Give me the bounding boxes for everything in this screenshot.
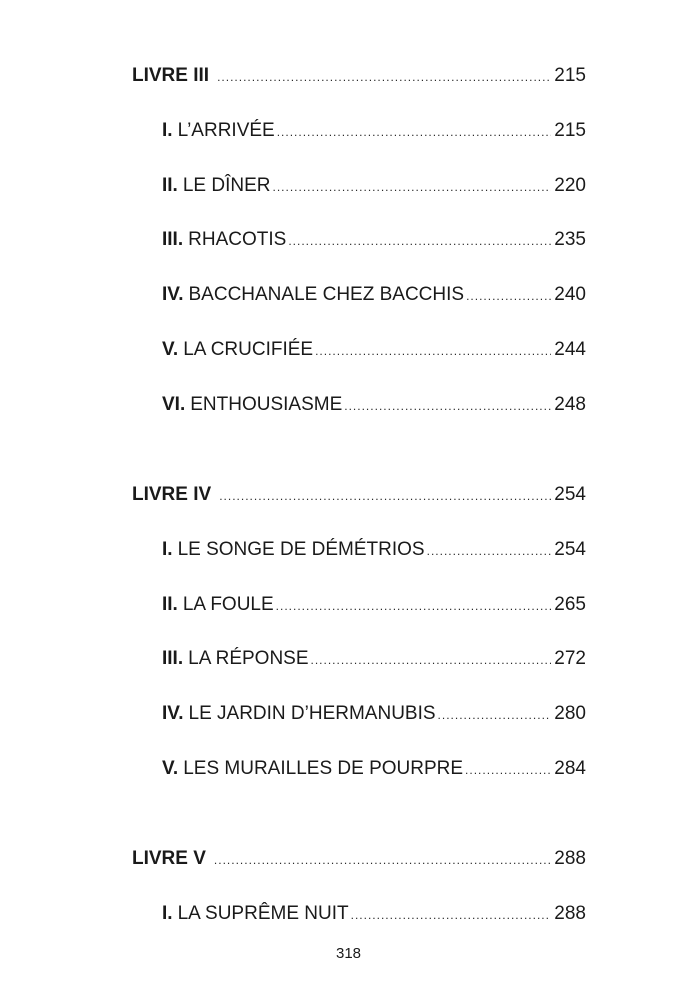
chapter-number: II. <box>162 594 178 615</box>
chapter-title: LES MURAILLES DE POURPRE <box>183 758 464 779</box>
dot-leader <box>427 539 552 563</box>
toc-entry-label <box>162 702 436 726</box>
page-number: 280 <box>554 703 586 724</box>
toc-entry-chapter <box>162 338 586 363</box>
toc-entry-label <box>132 847 212 871</box>
page-number: 244 <box>554 339 586 360</box>
toc-entry-chapter <box>162 902 586 927</box>
toc-entry-label <box>162 538 425 562</box>
page-number: 254 <box>554 539 586 560</box>
toc-entry-label <box>162 283 464 307</box>
dot-leader <box>288 229 551 253</box>
chapter-number: I. <box>162 903 173 924</box>
chapter-title: ENTHOUSIASME <box>190 394 343 415</box>
toc-entry-book <box>132 64 586 89</box>
toc-entry-label <box>132 483 217 507</box>
chapter-number: IV. <box>162 703 184 724</box>
dot-leader <box>276 594 552 618</box>
toc-entry-label <box>162 338 313 362</box>
page-folio: 318 <box>335 945 362 962</box>
dot-leader <box>214 848 551 872</box>
toc-entry-book <box>132 847 586 872</box>
toc-entry-chapter <box>162 647 586 672</box>
chapter-number: I. <box>162 120 173 141</box>
toc-entry-chapter <box>162 757 586 782</box>
toc-entry-chapter <box>162 393 586 418</box>
toc-entry-chapter <box>162 702 586 727</box>
toc-entry-chapter <box>162 283 586 308</box>
chapter-title: LE JARDIN D’HERMANUBIS <box>188 703 436 724</box>
chapter-number: V. <box>162 339 179 360</box>
page-number: 235 <box>554 229 586 250</box>
book-number: LIVRE IV <box>132 484 212 505</box>
page-number: 265 <box>554 594 586 615</box>
toc-entry-label <box>162 119 275 143</box>
page-number: 254 <box>554 484 586 505</box>
page-number: 272 <box>554 648 586 669</box>
chapter-number: III. <box>162 648 184 669</box>
dot-leader <box>351 903 552 927</box>
page-number: 248 <box>554 394 586 415</box>
toc-entry-book <box>132 483 586 508</box>
chapter-number: V. <box>162 758 179 779</box>
dot-leader <box>438 703 552 727</box>
dot-leader <box>277 120 552 144</box>
chapter-title: RHACOTIS <box>188 229 287 250</box>
dot-leader <box>217 65 551 89</box>
chapter-title: L’ARRIVÉE <box>177 120 275 141</box>
toc-entry-label <box>162 757 463 781</box>
dot-leader <box>465 758 551 782</box>
page-number: 284 <box>554 758 586 779</box>
chapter-title: BACCHANALE CHEZ BACCHIS <box>188 284 465 305</box>
chapter-title: LA RÉPONSE <box>188 648 309 669</box>
chapter-title: LA FOULE <box>182 594 274 615</box>
toc-entry-label <box>162 174 270 198</box>
toc-entry-chapter <box>162 228 586 253</box>
chapter-title: LE SONGE DE DÉMÉTRIOS <box>177 539 425 560</box>
dot-leader <box>466 284 551 308</box>
page-number: 288 <box>554 903 586 924</box>
dot-leader <box>344 394 551 418</box>
toc-entry-label <box>162 393 342 417</box>
toc-entry-label <box>162 593 274 617</box>
book-number: LIVRE V <box>132 848 206 869</box>
toc-entry-chapter <box>162 174 586 199</box>
toc-entry-chapter <box>162 119 586 144</box>
toc-entry-label <box>162 228 286 252</box>
page-number: 215 <box>554 120 586 141</box>
page-number: 215 <box>554 65 586 86</box>
toc-entry-label <box>162 902 349 926</box>
toc-entry-chapter <box>162 538 586 563</box>
dot-leader <box>315 339 551 363</box>
chapter-number: I. <box>162 539 173 560</box>
dot-leader <box>311 648 552 672</box>
book-number: LIVRE III <box>132 65 210 86</box>
chapter-number: IV. <box>162 284 184 305</box>
chapter-title: LA CRUCIFIÉE <box>183 339 314 360</box>
page-number: 240 <box>554 284 586 305</box>
toc-entry-label <box>162 647 309 671</box>
dot-leader <box>272 175 551 199</box>
toc-entry-label <box>132 64 215 88</box>
chapter-number: VI. <box>162 394 186 415</box>
page-number: 220 <box>554 175 586 196</box>
chapter-title: LA SUPRÊME NUIT <box>177 903 349 924</box>
page-number: 288 <box>554 848 586 869</box>
chapter-number: III. <box>162 229 184 250</box>
toc-entry-chapter <box>162 593 586 618</box>
chapter-number: II. <box>162 175 178 196</box>
chapter-title: LE DÎNER <box>182 175 271 196</box>
dot-leader <box>219 484 551 508</box>
